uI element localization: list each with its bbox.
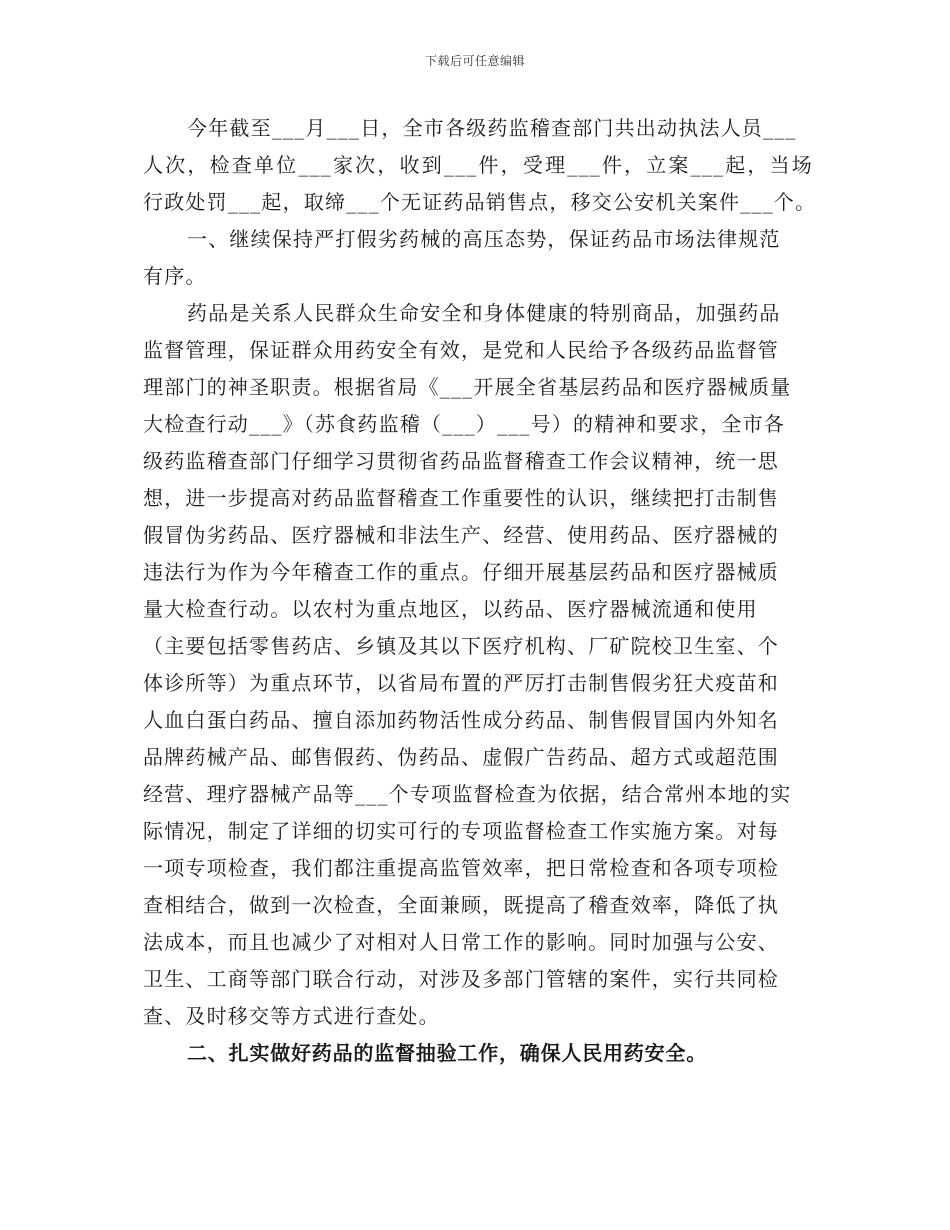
paragraph-line: （主要包括零售药店、乡镇及其以下医疗机构、厂矿院校卫生室、个 bbox=[143, 634, 779, 658]
paragraph-line: 法成本，而且也减少了对相对人日常工作的影响。同时加强与公安、 bbox=[143, 930, 779, 954]
paragraph-line: 量大检查行动。以农村为重点地区，以药品、医疗器械流通和使用 bbox=[143, 597, 758, 621]
heading-line: 有序。 bbox=[143, 264, 207, 288]
paragraph-line: 大检查行动___》（苏食药监稽（___）___号）的精神和要求，全市各 bbox=[143, 412, 785, 436]
paragraph-line: 人血白蛋白药品、擅自添加药物活性成分药品、制售假冒国内外知名 bbox=[143, 708, 779, 732]
page-header: 下载后可任意编辑 bbox=[424, 54, 525, 68]
paragraph-line: 级药监稽查部门仔细学习贯彻省药品监督稽查工作会议精神，统一思 bbox=[143, 449, 779, 473]
paragraph-line: 违法行为作为今年稽查工作的重点。仔细开展基层药品和医疗器械质 bbox=[143, 560, 779, 584]
paragraph-line: 想，进一步提高对药品监督稽查工作重要性的认识，继续把打击制售 bbox=[143, 486, 779, 510]
section-heading-2 bbox=[143, 1035, 813, 1072]
paragraph-line: 监督管理，保证群众用药安全有效，是党和人民给予各级药品监督管 bbox=[143, 338, 779, 362]
paragraph-line: 际情况，制定了详细的切实可行的专项监督检查工作实施方案。对每 bbox=[143, 819, 779, 843]
paragraph-line: 体诊所等）为重点环节，以省局布置的严厉打击制售假劣狂犬疫苗和 bbox=[143, 671, 779, 695]
paragraph-line: 假冒伪劣药品、医疗器械和非法生产、经营、使用药品、医疗器械的 bbox=[143, 523, 779, 547]
heading-line: 二、扎实做好药品的监督抽验工作，确保人民用药安全。 bbox=[187, 1041, 707, 1065]
paragraph-line: 卫生、工商等部门联合行动，对涉及多部门管辖的案件，实行共同检 bbox=[143, 967, 779, 991]
paragraph-line: 行政处罚___起，取缔___个无证药品销售点，移交公安机关案件___个。 bbox=[143, 190, 817, 214]
paragraph-line: 药品是关系人民群众生命安全和身体健康的特别商品，加强药品 bbox=[187, 301, 781, 325]
heading-line: 一、继续保持严打假劣药械的高压态势，保证药品市场法律规范 bbox=[187, 227, 781, 251]
section-heading-1 bbox=[143, 221, 813, 295]
paragraph-line: 经营、理疗器械产品等___个专项监督检查为依据，结合常州本地的实 bbox=[143, 782, 792, 806]
paragraph-body bbox=[143, 295, 813, 1035]
paragraph-line: 今年截至___月___日，全市各级药监稽查部门共出动执法人员___ bbox=[187, 116, 797, 140]
paragraph-line: 人次，检查单位___家次，收到___件，受理___件，立案___起，当场 bbox=[143, 153, 813, 177]
document-body bbox=[143, 110, 817, 1072]
paragraph-line: 查相结合，做到一次检查，全面兼顾，既提高了稽查效率，降低了执 bbox=[143, 893, 779, 917]
paragraph-summary bbox=[143, 110, 817, 221]
paragraph-line: 一项专项检查，我们都注重提高监管效率，把日常检查和各项专项检 bbox=[143, 856, 779, 880]
paragraph-line: 品牌药械产品、邮售假药、伪药品、虚假广告药品、超方式或超范围 bbox=[143, 745, 779, 769]
paragraph-line: 理部门的神圣职责。根据省局《___开展全省基层药品和医疗器械质量 bbox=[143, 375, 792, 399]
paragraph-line: 查、及时移交等方式进行查处。 bbox=[143, 1004, 440, 1028]
